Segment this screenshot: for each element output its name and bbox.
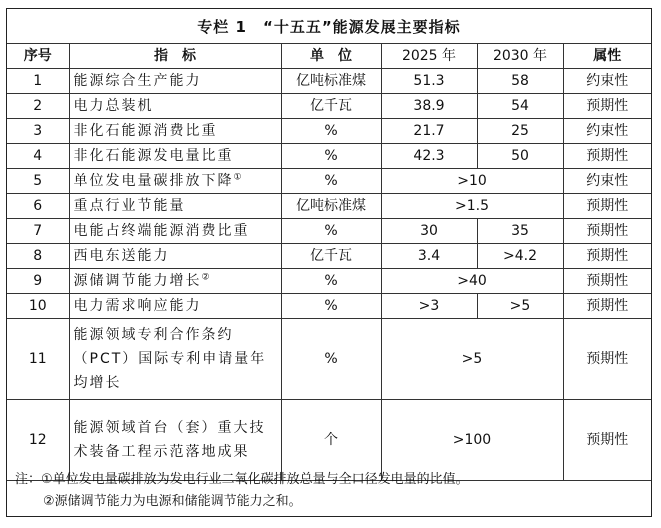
row-number: 2: [7, 94, 69, 119]
indicator-name: [69, 94, 281, 119]
row-number: 7: [7, 219, 69, 244]
table-row: [7, 269, 651, 294]
indicator-name-text: 电能占终端能源消费比重: [73, 223, 250, 239]
table-row: [7, 119, 651, 144]
header-2025: 2025 年: [381, 44, 477, 69]
attribute-cell: 预期性: [563, 294, 651, 319]
indicator-name-text: 能源领域专利合作条约（PCT）国际专利申请量年均增长: [73, 327, 267, 391]
unit-cell: %: [281, 269, 381, 294]
note-1: 注：①单位发电量碳排放为发电行业二氧化碳排放总量与全口径发电量的比值。: [15, 472, 469, 487]
unit-cell: 亿千瓦: [281, 94, 381, 119]
unit-cell: %: [281, 219, 381, 244]
row-number: 5: [7, 169, 69, 194]
row-number: 8: [7, 244, 69, 269]
row-number: 12: [7, 400, 69, 481]
table-row: [7, 244, 651, 269]
unit-cell: 亿吨标准煤: [281, 69, 381, 94]
indicator-name: [69, 219, 281, 244]
unit-cell: 亿吨标准煤: [281, 194, 381, 219]
notes: [15, 469, 469, 513]
unit-cell: 亿千瓦: [281, 244, 381, 269]
indicator-name: [69, 119, 281, 144]
value-2025: 3.4: [381, 244, 477, 269]
indicator-name-text: 电力总装机: [73, 98, 154, 114]
unit-cell: %: [281, 144, 381, 169]
unit-cell: %: [281, 119, 381, 144]
note-2: ②源储调节能力为电源和储能调节能力之和。: [43, 494, 302, 509]
attribute-cell: 预期性: [563, 219, 651, 244]
unit-cell: %: [281, 294, 381, 319]
header-unit: 单 位: [281, 44, 381, 69]
table-row: [7, 144, 651, 169]
attribute-cell: 预期性: [563, 244, 651, 269]
footnote-marker: ①: [233, 172, 244, 183]
row-number: 6: [7, 194, 69, 219]
indicator-name-text: 能源领域首台（套）重大技术装备工程示范落地成果: [73, 420, 266, 460]
value-merged: >10: [381, 169, 563, 194]
indicator-name: [69, 194, 281, 219]
value-2025: 42.3: [381, 144, 477, 169]
table-row: [7, 194, 651, 219]
value-2030: 58: [477, 69, 563, 94]
unit-cell: %: [281, 319, 381, 400]
indicator-name: [69, 269, 281, 294]
indicator-name: [69, 169, 281, 194]
attribute-cell: 约束性: [563, 169, 651, 194]
unit-cell: %: [281, 169, 381, 194]
indicator-table: [7, 43, 651, 481]
indicator-name-text: 能源综合生产能力: [73, 73, 202, 89]
header-2030: 2030 年: [477, 44, 563, 69]
attribute-cell: 约束性: [563, 69, 651, 94]
attribute-cell: 预期性: [563, 319, 651, 400]
indicator-name-text: 电力需求响应能力: [73, 298, 202, 314]
table-row: [7, 169, 651, 194]
row-number: 1: [7, 69, 69, 94]
value-2030: 54: [477, 94, 563, 119]
row-number: 4: [7, 144, 69, 169]
value-2030: >4.2: [477, 244, 563, 269]
value-2030: 25: [477, 119, 563, 144]
value-2025: 21.7: [381, 119, 477, 144]
indicator-name: [69, 144, 281, 169]
indicator-table-box: [6, 8, 652, 517]
indicator-name-text: 重点行业节能量: [73, 198, 186, 214]
value-2025: 51.3: [381, 69, 477, 94]
value-2025: >3: [381, 294, 477, 319]
header-attribute: 属性: [563, 44, 651, 69]
indicator-name: [69, 244, 281, 269]
header-no: 序号: [7, 44, 69, 69]
table-row: [7, 319, 651, 400]
table-row: [7, 69, 651, 94]
unit-cell: 个: [281, 400, 381, 481]
attribute-cell: 预期性: [563, 94, 651, 119]
attribute-cell: 预期性: [563, 144, 651, 169]
row-number: 9: [7, 269, 69, 294]
value-2030: 35: [477, 219, 563, 244]
indicator-name-text: 西电东送能力: [73, 248, 170, 264]
value-2030: 50: [477, 144, 563, 169]
indicator-name: [69, 294, 281, 319]
table-row: [7, 219, 651, 244]
value-merged: >1.5: [381, 194, 563, 219]
attribute-cell: 预期性: [563, 400, 651, 481]
indicator-name-text: 源储调节能力增长: [73, 273, 202, 289]
indicator-name: [69, 69, 281, 94]
row-number: 10: [7, 294, 69, 319]
indicator-name-text: 非化石能源发电量比重: [73, 148, 234, 164]
value-merged: >100: [381, 400, 563, 481]
attribute-cell: 预期性: [563, 269, 651, 294]
value-2030: >5: [477, 294, 563, 319]
value-merged: >40: [381, 269, 563, 294]
table-row: [7, 294, 651, 319]
value-2025: 38.9: [381, 94, 477, 119]
header-indicator: 指 标: [69, 44, 281, 69]
table-title: 专栏 1 “十五五”能源发展主要指标: [197, 17, 461, 36]
row-number: 11: [7, 319, 69, 400]
value-2025: 30: [381, 219, 477, 244]
indicator-name-text: 单位发电量碳排放下降: [73, 173, 234, 189]
value-merged: >5: [381, 319, 563, 400]
attribute-cell: 约束性: [563, 119, 651, 144]
attribute-cell: 预期性: [563, 194, 651, 219]
header-row: [7, 44, 651, 69]
indicator-name: [69, 319, 281, 400]
indicator-name-text: 非化石能源消费比重: [73, 123, 218, 139]
footnote-marker: ②: [201, 272, 212, 283]
table-row: [7, 94, 651, 119]
row-number: 3: [7, 119, 69, 144]
